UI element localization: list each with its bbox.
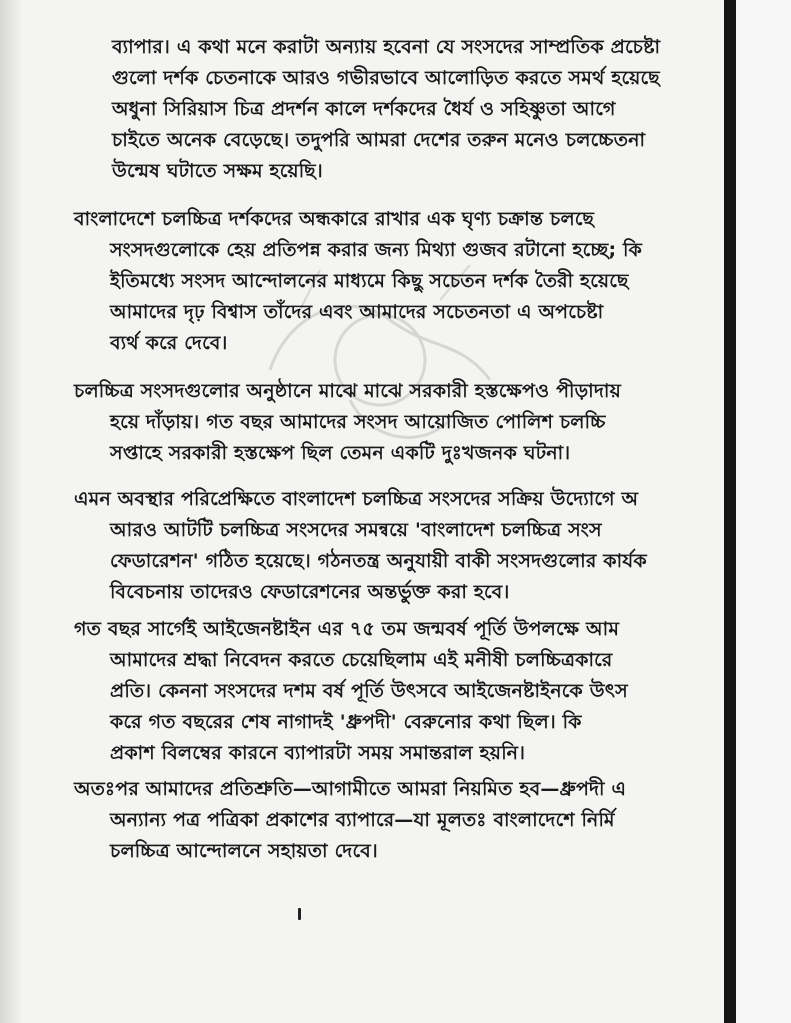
paragraph-2 — [0, 204, 724, 359]
right-margin — [736, 0, 791, 1023]
text-line: ব্যাপার। এ কথা মনে করাটা অন্যায় হবেনা যে সংসদের সাম্প্রতিক প্রচেষ্টা — [112, 36, 661, 58]
text-line: গুলো দর্শক চেতনাকে আরও গভীরভাবে আলোড়িত করতে সমর্থ হয়েছে — [112, 67, 660, 89]
text-line: হয়ে দাঁড়ায়। গত বছর আমাদের সংসদ আয়োজিত পোলিশ চলচ্চি — [110, 411, 606, 433]
text-line: অধুনা সিরিয়াস চিত্র প্রদর্শন কালে দর্শকদের ধৈর্য ও সহিষ্ণুতা আগে — [112, 98, 616, 120]
text-line: আমাদের শ্রদ্ধা নিবেদন করতে চেয়েছিলাম এই মনীষী চলচ্চিত্রকারে — [110, 649, 613, 671]
text-line: সংসদগুলোকে হেয় প্রতিপন্ন করার জন্য মিথ্যা গুজব রটানো হচ্ছে; কি — [110, 239, 642, 261]
text-line: গত বছর সার্গেই আইজেনষ্টাইন এর ৭৫ তম জন্মবর্ষ পূর্তি উপলক্ষে আম — [74, 618, 620, 640]
text-line: চাইতে অনেক বেড়েছে। তদুপরি আমরা দেশের তরুন মনেও চলচ্চেতনা — [112, 129, 646, 151]
paragraph-6 — [0, 774, 724, 867]
text-line: ব্যর্থ করে দেবে। — [110, 332, 228, 354]
text-line: ফেডারেশন' গঠিত হয়েছে। গঠনতন্ত্র অনুযায়ী বাকী সংসদগুলোর কার্যক — [110, 550, 647, 572]
ink-mark — [298, 908, 301, 920]
text-line: ইতিমধ্যে সংসদ আন্দোলনের মাধ্যমে কিছু সচেতন দর্শক তৈরী হয়েছে — [110, 270, 629, 292]
text-line: চলচ্চিত্র আন্দোলনে সহায়তা দেবে। — [110, 840, 378, 862]
text-line: বিবেচনায় তাদেরও ফেডারেশনের অন্তর্ভুক্ত করা হবে। — [110, 581, 510, 603]
text-line: চলচ্চিত্র সংসদগুলোর অনুষ্ঠানে মাঝে মাঝে সরকারী হস্তক্ষেপও পীড়াদায় — [74, 380, 621, 402]
paragraph-1 — [0, 32, 724, 187]
text-line: অন্যান্য পত্র পত্রিকা প্রকাশের ব্যাপারে—যা মূলতঃ বাংলাদেশে নির্মি — [110, 809, 615, 831]
text-line: বাংলাদেশে চলচ্চিত্র দর্শকদের অন্ধকারে রাখার এক ঘৃণ্য চক্রান্ত চলছে — [74, 208, 595, 230]
text-line: প্রকাশ বিলম্বের কারনে ব্যাপারটা সময় সমান্তরাল হয়নি। — [110, 742, 526, 764]
book-spine — [724, 0, 736, 1023]
paragraph-4 — [0, 484, 724, 608]
text-line: অতঃপর আমাদের প্রতিশ্রুতি—আগামীতে আমরা নিয়মিত হব—ধ্রুপদী এ — [74, 778, 627, 800]
text-line: করে গত বছরের শেষ নাগাদই 'ধ্রুপদী' বেরুনোর কথা ছিল। কি — [110, 711, 582, 733]
text-line: আরও আটটি চলচ্চিত্র সংসদের সমন্বয়ে 'বাংলাদেশ চলচ্চিত্র সংস — [110, 519, 602, 541]
text-line: সপ্তাহে সরকারী হস্তক্ষেপ ছিল তেমন একটি দুঃখজনক ঘটনা। — [110, 442, 571, 464]
paragraph-5 — [0, 614, 724, 769]
text-line: আমাদের দৃঢ় বিশ্বাস তাঁদের এবং আমাদের সচেতনতা এ অপচেষ্টা — [110, 301, 604, 323]
text-line: এমন অবস্থার পরিপ্রেক্ষিতে বাংলাদেশ চলচ্চিত্র সংসদের সক্রিয় উদ্যোগে অ — [74, 488, 639, 510]
text-line: উন্মেষ ঘটাতে সক্ষম হয়েছি। — [112, 160, 323, 182]
paragraph-3 — [0, 376, 724, 469]
text-line: প্রতি। কেননা সংসদের দশম বর্ষ পূর্তি উৎসবে আইজেনষ্টাইনকে উৎস — [110, 680, 628, 702]
